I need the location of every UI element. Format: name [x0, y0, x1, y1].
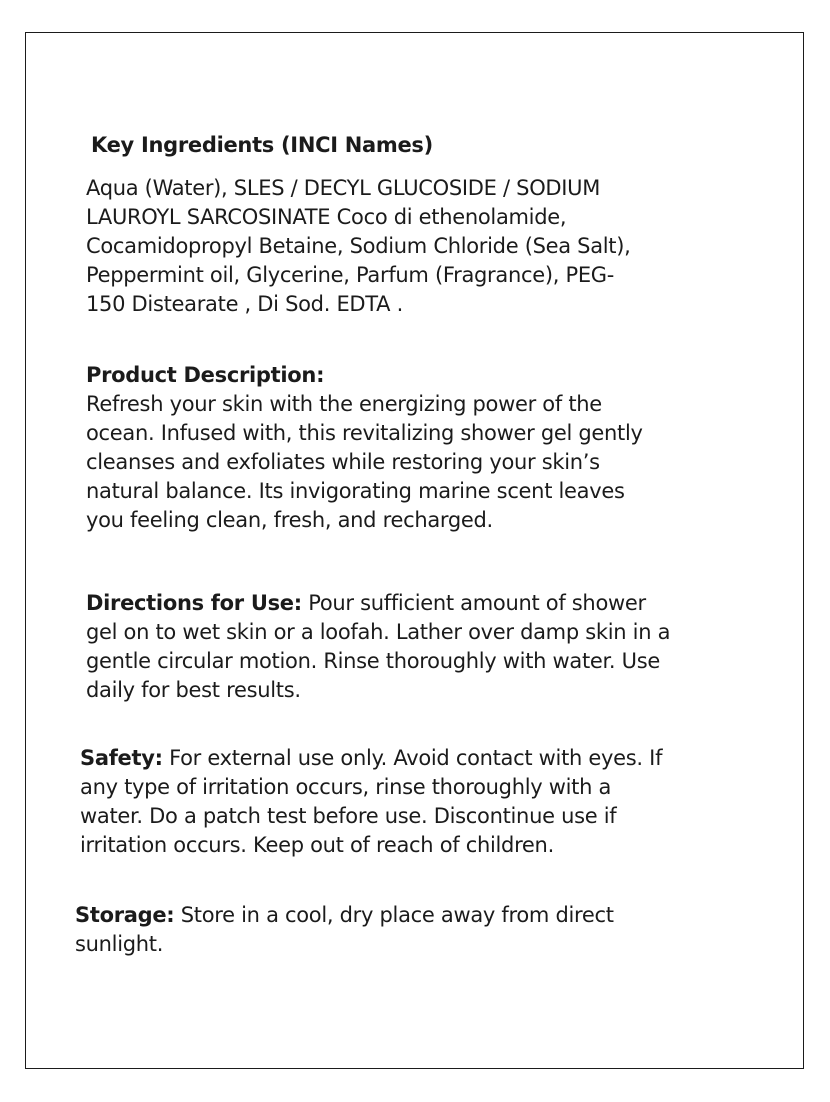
storage-line: sunlight. [75, 932, 164, 956]
safety-first-line [80, 744, 662, 773]
directions-line: gel on to wet skin or a loofah. Lather over damp skin in a [86, 620, 671, 644]
description-line: you feeling clean, fresh, and recharged. [86, 508, 493, 532]
description-line: natural balance. Its invigorating marine scent leaves [86, 479, 625, 503]
safety-text: For external use only. Avoid contact with eyes. If [162, 746, 663, 770]
safety-heading: Safety: [80, 746, 163, 770]
directions-line: gentle circular motion. Rinse thoroughly with water. Use [86, 649, 661, 673]
ingredients-line: LAUROYL SARCOSINATE Coco di ethenolamide, [86, 205, 567, 229]
product-description-heading: Product Description: [86, 363, 325, 387]
storage-heading: Storage: [75, 903, 175, 927]
description-line: cleanses and exfoliates while restoring your skin’s [86, 450, 600, 474]
description-line: Refresh your skin with the energizing power of the [86, 392, 602, 416]
safety-line: water. Do a patch test before use. Discontinue use if [80, 804, 617, 828]
safety-line: any type of irritation occurs, rinse thoroughly with a [80, 775, 612, 799]
directions-line: daily for best results. [86, 678, 301, 702]
directions-text: Pour sufficient amount of shower [301, 591, 646, 615]
ingredients-line: Aqua (Water), SLES / DECYL GLUCOSIDE / SODIUM [86, 176, 601, 200]
product-description-section [86, 361, 643, 535]
ingredients-heading: Key Ingredients (INCI Names) [91, 133, 433, 157]
storage-text: Store in a cool, dry place away from direct [174, 903, 614, 927]
directions-heading: Directions for Use: [86, 591, 302, 615]
directions-first-line [86, 589, 670, 618]
description-line: ocean. Infused with, this revitalizing shower gel gently [86, 421, 643, 445]
safety-line: irritation occurs. Keep out of reach of children. [80, 833, 554, 857]
storage-first-line [75, 901, 614, 930]
storage-section [75, 901, 614, 959]
ingredients-line: 150 Distearate , Di Sod. EDTA . [86, 292, 404, 316]
ingredients-line: Cocamidopropyl Betaine, Sodium Chloride (Sea Salt), [86, 234, 631, 258]
ingredients-list [86, 174, 631, 319]
directions-section [86, 589, 670, 705]
safety-section [80, 744, 662, 860]
ingredients-line: Peppermint oil, Glycerine, Parfum (Fragrance), PEG- [86, 263, 615, 287]
